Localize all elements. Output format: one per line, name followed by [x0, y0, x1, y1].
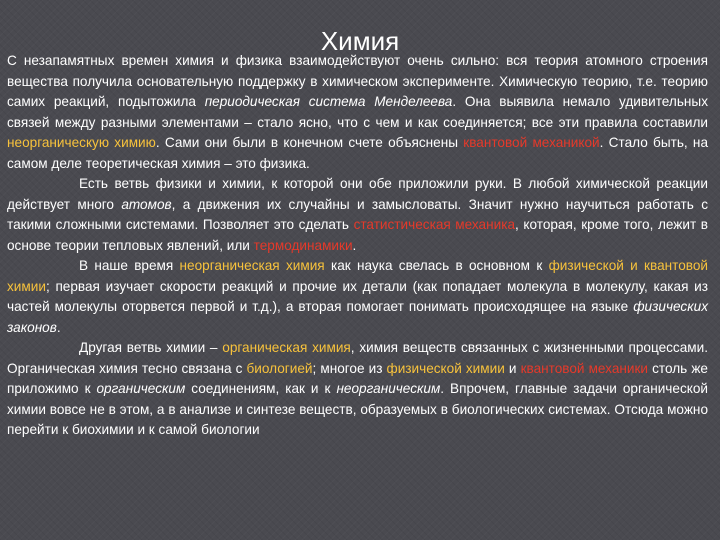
text: В наше время [79, 258, 180, 273]
text: С незапамятных времен химия и физика взаимодействуют очень сильно: вся теория атомного строения вещества получила основательную поддержку в химическом эксперименте. Химическую теорию, т.е. теорию самих реакций, подытожила [7, 53, 708, 109]
link-physical-quantum-chemistry[interactable]: физической и квантовой химии [7, 258, 708, 294]
text: Другая ветвь химии – [79, 340, 223, 355]
text: . Сами они были в конечном счете объяснены [155, 135, 464, 150]
slide-title: Химия [320, 26, 400, 56]
text: столь же приложимо к [7, 360, 708, 396]
link-inorganic-chemistry[interactable]: неорганическую химию [7, 135, 156, 150]
slide-body [7, 51, 708, 441]
text: . Впрочем, главные задачи органической химии вовсе не в этом, а в анализе и синтезе веществ, образуемых в биологических системах. Отсюда можно перейти к биохимии и к самой биологии [7, 381, 708, 437]
paragraph-1 [7, 51, 708, 174]
text: и [504, 360, 521, 376]
link-biology[interactable]: биологией [246, 360, 313, 376]
text: соединениям, как и к [185, 381, 337, 396]
paragraph-4 [7, 338, 708, 441]
text: . [56, 319, 61, 335]
text: , а движения их случайны и замысловаты. Значит нужно научиться работать с такими сложными системами. Позволяет это сделать [7, 196, 708, 232]
link-statistical-mechanics[interactable]: статистическая механика [353, 217, 516, 232]
term-physical-laws: физических законов [7, 299, 708, 335]
text: . Она выявила немало удивительных связей между разными элементами – стало ясно, что с чем и как соединяется; все эти правила составили [7, 94, 708, 130]
text: ; многое из [312, 360, 387, 376]
link-organic-chemistry[interactable]: органическая химия [222, 340, 351, 355]
term-organic: органическим [96, 381, 186, 396]
link-thermodynamics[interactable]: термодинамики [253, 237, 353, 253]
link-quantum-mechanics[interactable]: квантовой механики [520, 360, 649, 376]
text: , химия веществ связанных с жизненными процессами. Органическая химия тесно связана с [7, 340, 709, 376]
text: ; первая изучает скорости реакций и прочие их детали (как попадает молекула в молекулу, какая из частей молекулы оторвется первой и т.д.), а вторая помогает понимать происходящее на языке [7, 278, 708, 314]
text: как наука свелась в основном к [324, 258, 549, 273]
link-physical-chemistry[interactable]: физической химии [386, 360, 505, 376]
term-inorganic: неорганическим [336, 381, 441, 396]
text: Есть ветвь физики и химии, к которой они обе приложили руки. В любой химической реакции действует много [7, 176, 708, 212]
term-atoms: атомов [121, 196, 172, 212]
link-inorganic-chemistry[interactable]: неорганическая химия [179, 258, 325, 273]
link-quantum-mechanics[interactable]: квантовой механикой [463, 135, 600, 150]
paragraph-2 [7, 174, 708, 256]
text: . [352, 237, 357, 253]
text: . Стало быть, на самом деле теоретическая химия – это физика. [7, 135, 709, 171]
term-periodic-system: периодическая система Менделеева [204, 94, 453, 109]
paragraph-3 [7, 256, 708, 338]
text: , которая, кроме того, лежит в основе теории тепловых явлений, или [7, 217, 708, 253]
